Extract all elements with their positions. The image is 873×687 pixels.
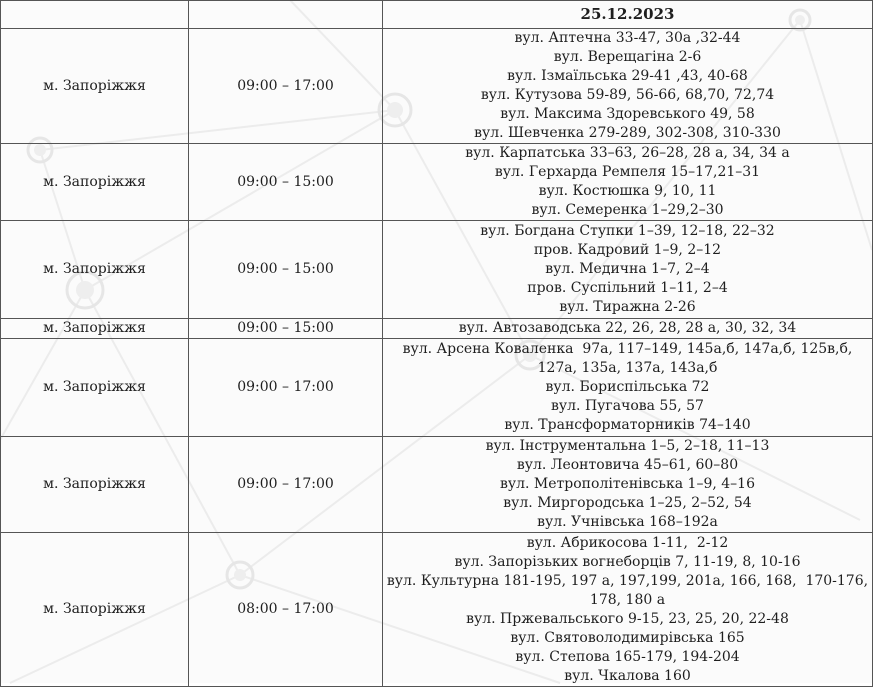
time-range-cell: 09:00 – 17:00 xyxy=(189,437,383,533)
date-header-row xyxy=(1,1,873,29)
city-cell: м. Запоріжжя xyxy=(1,533,189,687)
time-range-cell: 08:00 – 17:00 xyxy=(189,533,383,687)
street-address: вул. Костюшка 9, 10, 11 xyxy=(538,183,717,199)
street-address: вул. Абрикосова 1-11, 2-12 xyxy=(526,534,729,551)
street-address: вул. Леонтовича 45–61, 60–80 xyxy=(516,457,739,473)
table-row xyxy=(1,221,873,319)
city-cell: м. Запоріжжя xyxy=(1,339,189,437)
street-address: вул. Бориспільська 72 xyxy=(545,379,710,395)
street-address: вул. Верещагіна 2-6 xyxy=(553,49,702,65)
street-address: вул. Арсена Коваленка 97а, 117–149, 145а,б, 147а,б, 125в,б, 127а, 135а, 137а, 143а,б xyxy=(402,341,857,376)
streets-cell xyxy=(383,437,873,533)
streets-cell xyxy=(383,319,873,339)
street-address: вул. Карпатська 33–63, 26–28, 28 а, 34, 34 а xyxy=(465,145,790,161)
table-row xyxy=(1,533,873,687)
city-cell: м. Запоріжжя xyxy=(1,29,189,144)
street-address: вул. Інструментальна 1–5, 2–18, 11–13 xyxy=(485,438,770,454)
table-row xyxy=(1,144,873,221)
street-address: вул. Семеренка 1–29,2–30 xyxy=(531,202,724,218)
street-address: вул. Пугачова 55, 57 xyxy=(551,398,704,414)
street-address: вул. Запорізьких вогнеборців 7, 11-19, 8, 10-16 xyxy=(454,553,801,570)
street-address: вул. Учнівська 168–192а xyxy=(537,514,718,530)
street-address: вул. Герхарда Ремпеля 15–17,21–31 xyxy=(494,164,761,180)
time-range-cell: 09:00 – 15:00 xyxy=(189,221,383,319)
table-row xyxy=(1,319,873,339)
street-address: вул. Шевченка 279-289, 302-308, 310-330 xyxy=(474,125,781,141)
streets-cell xyxy=(383,144,873,221)
street-address: вул. Максима Здоревського 49, 58 xyxy=(500,106,755,122)
table-row xyxy=(1,29,873,144)
street-address: вул. Чкалова 160 xyxy=(564,667,691,684)
street-address: вул. Метрополітенівська 1–9, 4–16 xyxy=(500,476,755,492)
date-heading: 25.12.2023 xyxy=(383,1,873,29)
street-address: пров. Суспільний 1–11, 2–4 xyxy=(527,280,728,296)
street-address: вул. Миргородська 1–25, 2–52, 54 xyxy=(503,495,752,511)
street-address: вул. Медична 1–7, 2–4 xyxy=(545,261,710,277)
street-address: вул. Кутузова 59-89, 56-66, 68,70, 72,74 xyxy=(480,87,775,103)
street-address: вул. Автозаводська 22, 26, 28, 28 а, 30, 32, 34 xyxy=(458,320,797,336)
street-address: вул. Ізмаїльська 29-41 ,43, 40-68 xyxy=(507,68,748,84)
streets-cell xyxy=(383,339,873,437)
city-cell: м. Запоріжжя xyxy=(1,319,189,339)
time-range-cell: 09:00 – 15:00 xyxy=(189,144,383,221)
time-range-cell: 09:00 – 17:00 xyxy=(189,29,383,144)
street-address: вул. Тиражна 2-26 xyxy=(559,299,696,315)
city-cell: м. Запоріжжя xyxy=(1,221,189,319)
streets-cell xyxy=(383,29,873,144)
time-range-cell: 09:00 – 17:00 xyxy=(189,339,383,437)
header-empty-cell-time xyxy=(189,1,383,29)
table-row xyxy=(1,339,873,437)
street-address: вул. Аптечна 33-47, 30а ,32-44 xyxy=(514,30,741,46)
street-address: вул. Святоволодимирівська 165 xyxy=(510,629,745,646)
city-cell: м. Запоріжжя xyxy=(1,144,189,221)
street-address: вул. Пржевальського 9-15, 23, 25, 20, 22-48 xyxy=(466,610,789,627)
time-range-cell: 09:00 – 15:00 xyxy=(189,319,383,339)
street-address: вул. Степова 165-179, 194-204 xyxy=(515,648,740,665)
streets-cell xyxy=(383,533,873,687)
street-address: вул. Трансформаторників 74–140 xyxy=(504,417,751,433)
city-cell: м. Запоріжжя xyxy=(1,437,189,533)
table-row xyxy=(1,437,873,533)
street-address: вул. Богдана Ступки 1–39, 12–18, 22–32 xyxy=(480,223,775,239)
street-address: пров. Кадровий 1–9, 2–12 xyxy=(533,242,722,258)
streets-cell xyxy=(383,221,873,319)
header-empty-cell-city xyxy=(1,1,189,29)
street-address: вул. Культурна 181-195, 197 а, 197,199, 201а, 166, 168, 170-176, 178, 180 а xyxy=(386,572,873,608)
